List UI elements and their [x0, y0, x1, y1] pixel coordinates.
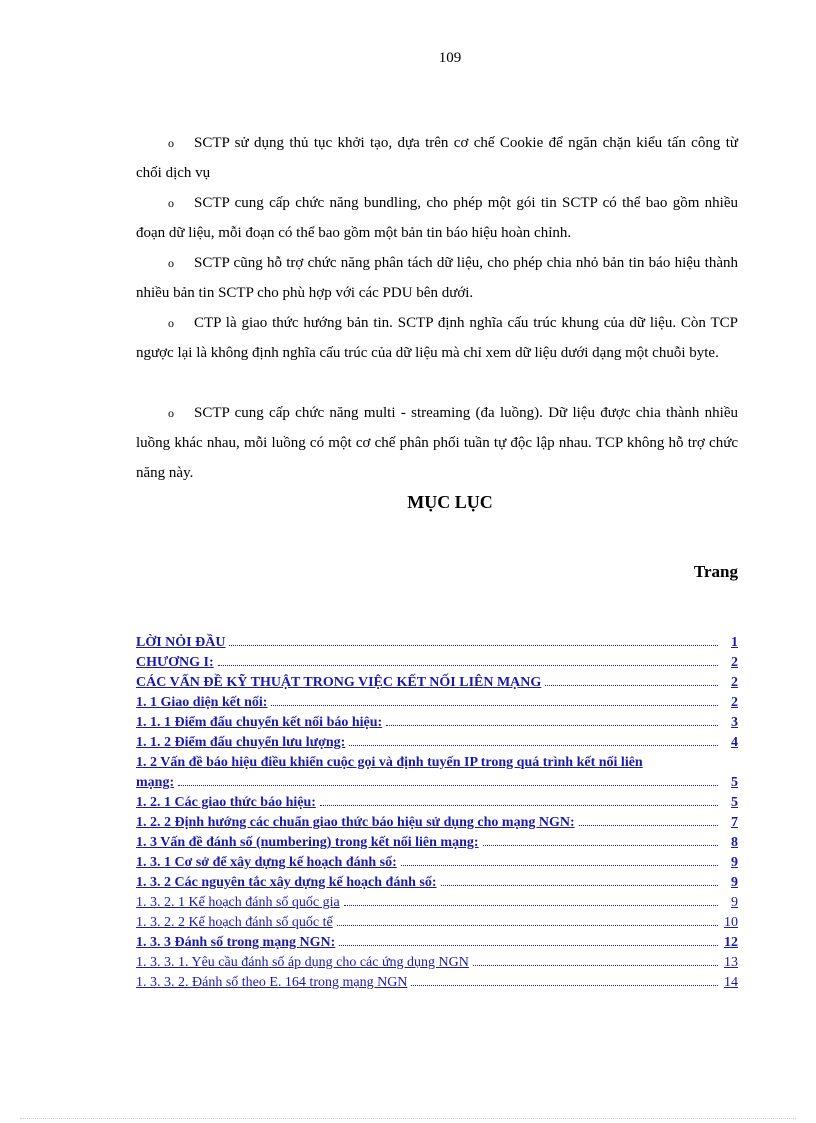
toc-entry-text[interactable]: LỜI NỎI ĐẦU	[136, 635, 226, 650]
toc-entry[interactable]	[136, 733, 738, 753]
toc-entry[interactable]	[136, 693, 738, 713]
toc-entry-text[interactable]: 1. 3 Vấn đề đánh số (numbering) trong kết nối liên mạng:	[136, 835, 479, 850]
toc-entry-text[interactable]: 1. 2. 1 Các giao thức báo hiệu:	[136, 795, 316, 810]
toc-page-header: Trang	[693, 562, 738, 581]
paragraph-text: SCTP sử dụng thủ tục khởi tạo, dựa trên cơ chế Cookie để ngăn chặn kiểu tấn công từ chối dịch vụ	[136, 135, 738, 181]
toc-leader	[320, 793, 718, 806]
toc-entry-page[interactable]: 10	[724, 915, 738, 930]
toc-entry-page[interactable]: 13	[724, 955, 738, 970]
toc-entry-page[interactable]: 9	[731, 875, 738, 890]
toc-entry-text[interactable]: 1. 3. 2 Các nguyên tắc xây dựng kế hoạch đánh số:	[136, 875, 437, 890]
toc-leader	[178, 773, 718, 786]
toc-entry-page[interactable]: 2	[731, 655, 738, 670]
toc-entry-text[interactable]: CÁC VẤN ĐỀ KỸ THUẬT TRONG VIỆC KẾT NỐI LIÊN MẠNG	[136, 675, 542, 690]
toc-entry-page[interactable]: 5	[731, 795, 738, 810]
toc-entry[interactable]	[136, 933, 738, 953]
toc-entry-page[interactable]: 14	[724, 975, 738, 990]
toc-leader	[401, 853, 718, 866]
paragraph-text: CTP là giao thức hướng bản tin. SCTP định nghĩa cấu trúc khung của dữ liệu. Còn TCP ngược lại là không định nghĩa cấu trúc của dữ liệu mà chỉ xem dữ liệu dưới dạng một chuỗi byte.	[136, 315, 738, 361]
toc-leader	[441, 873, 718, 886]
toc-entry-page[interactable]: 8	[731, 835, 738, 850]
toc-entry-text[interactable]: 1. 3. 3. 1. Yêu cầu đánh số áp dụng cho các ứng dụng NGN	[136, 955, 469, 970]
toc-leader	[349, 733, 718, 746]
toc-entry[interactable]	[136, 673, 738, 693]
toc-entry-page[interactable]: 4	[731, 735, 738, 750]
toc-leader	[579, 813, 718, 826]
toc-leader	[483, 833, 718, 846]
bullet-paragraph	[136, 248, 738, 308]
toc-title: MỤC LỤC	[407, 492, 493, 512]
toc-entry-text[interactable]: 1. 3. 1 Cơ sở để xây dựng kế hoạch đánh số:	[136, 855, 397, 870]
bullet-paragraph	[136, 308, 738, 368]
toc-entry-text[interactable]: 1. 1. 2 Điểm đấu chuyển lưu lượng:	[136, 735, 346, 750]
bullet-paragraph	[136, 188, 738, 248]
toc-entry-text[interactable]: 1. 1 Giao diện kết nối:	[136, 695, 268, 710]
bullet-paragraph	[136, 128, 738, 188]
toc-entry[interactable]	[136, 953, 738, 973]
toc-entry-text[interactable]: 1. 3. 2. 1 Kế hoạch đánh số quốc gia	[136, 895, 340, 910]
toc-entry[interactable]	[136, 913, 738, 933]
page-number: 109	[438, 50, 462, 66]
toc-leader	[337, 913, 718, 926]
toc-entry-page[interactable]: 5	[731, 775, 738, 790]
toc-entry-text[interactable]: CHƯƠNG I:	[136, 655, 214, 670]
bullet-icon: o	[168, 136, 174, 150]
toc-entry-text[interactable]: 1. 2 Vấn đề báo hiệu điều khiển cuộc gọi và định tuyến IP trong quá trình kết nối liên	[136, 755, 643, 770]
toc-entry[interactable]	[136, 853, 738, 873]
toc-entry[interactable]	[136, 833, 738, 853]
toc-entry[interactable]	[136, 873, 738, 893]
bullet-icon: o	[168, 316, 174, 330]
toc-entry-page[interactable]: 3	[731, 715, 738, 730]
toc-leader	[339, 933, 718, 946]
toc-leader	[386, 713, 718, 726]
toc-entry[interactable]	[136, 753, 738, 793]
toc-entry-page[interactable]: 2	[731, 675, 738, 690]
toc-entry-text[interactable]: 1. 1. 1 Điểm đấu chuyển kết nối báo hiệu:	[136, 715, 383, 730]
table-of-contents	[136, 633, 738, 993]
toc-entry[interactable]	[136, 653, 738, 673]
toc-entry-page[interactable]: 9	[731, 855, 738, 870]
toc-entry-text[interactable]: 1. 2. 2 Định hướng các chuẩn giao thức báo hiệu sử dụng cho mạng NGN:	[136, 815, 575, 830]
paragraph-text: SCTP cung cấp chức năng multi - streaming (đa luồng). Dữ liệu được chia thành nhiều luồng khác nhau, mỗi luồng có một cơ chế phân phối tuần tự độc lập nhau. TCP không hỗ trợ chức năng này.	[136, 405, 738, 481]
toc-entry[interactable]	[136, 793, 738, 813]
toc-leader	[229, 633, 718, 646]
toc-leader	[271, 693, 718, 706]
page-bottom-divider	[20, 1118, 796, 1119]
toc-entry[interactable]	[136, 813, 738, 833]
toc-entry[interactable]	[136, 713, 738, 733]
toc-entry-page[interactable]: 1	[731, 635, 738, 650]
toc-entry-page[interactable]: 2	[731, 695, 738, 710]
paragraph-text: SCTP cung cấp chức năng bundling, cho phép một gói tin SCTP có thể bao gồm nhiều đoạn dữ liệu, mỗi đoạn có thể bao gồm một bản tin báo hiệu hoàn chỉnh.	[136, 195, 738, 241]
toc-entry-text[interactable]: 1. 3. 3. 2. Đánh số theo E. 164 trong mạng NGN	[136, 975, 408, 990]
toc-entry-text[interactable]: 1. 3. 3 Đánh số trong mạng NGN:	[136, 935, 336, 950]
toc-entry-text[interactable]: 1. 3. 2. 2 Kế hoạch đánh số quốc tế	[136, 915, 333, 930]
toc-leader	[411, 973, 718, 986]
bullet-icon: o	[168, 406, 174, 420]
bullet-icon: o	[168, 256, 174, 270]
toc-entry-page[interactable]: 12	[724, 935, 738, 950]
bullet-icon: o	[168, 196, 174, 210]
toc-leader	[473, 953, 718, 966]
toc-entry-page[interactable]: 9	[731, 895, 738, 910]
toc-entry[interactable]	[136, 633, 738, 653]
toc-entry-page[interactable]: 7	[731, 815, 738, 830]
toc-leader	[344, 893, 718, 906]
toc-entry-text-continued[interactable]: mạng:	[136, 775, 175, 790]
bullet-paragraph	[136, 398, 738, 488]
toc-leader	[545, 673, 718, 686]
paragraph-text: SCTP cũng hỗ trợ chức năng phân tách dữ liệu, cho phép chia nhỏ bản tin báo hiệu thành nhiều bản tin SCTP cho phù hợp với các PDU bên dưới.	[136, 255, 738, 301]
toc-entry[interactable]	[136, 973, 738, 993]
toc-leader	[218, 653, 718, 666]
toc-entry[interactable]	[136, 893, 738, 913]
